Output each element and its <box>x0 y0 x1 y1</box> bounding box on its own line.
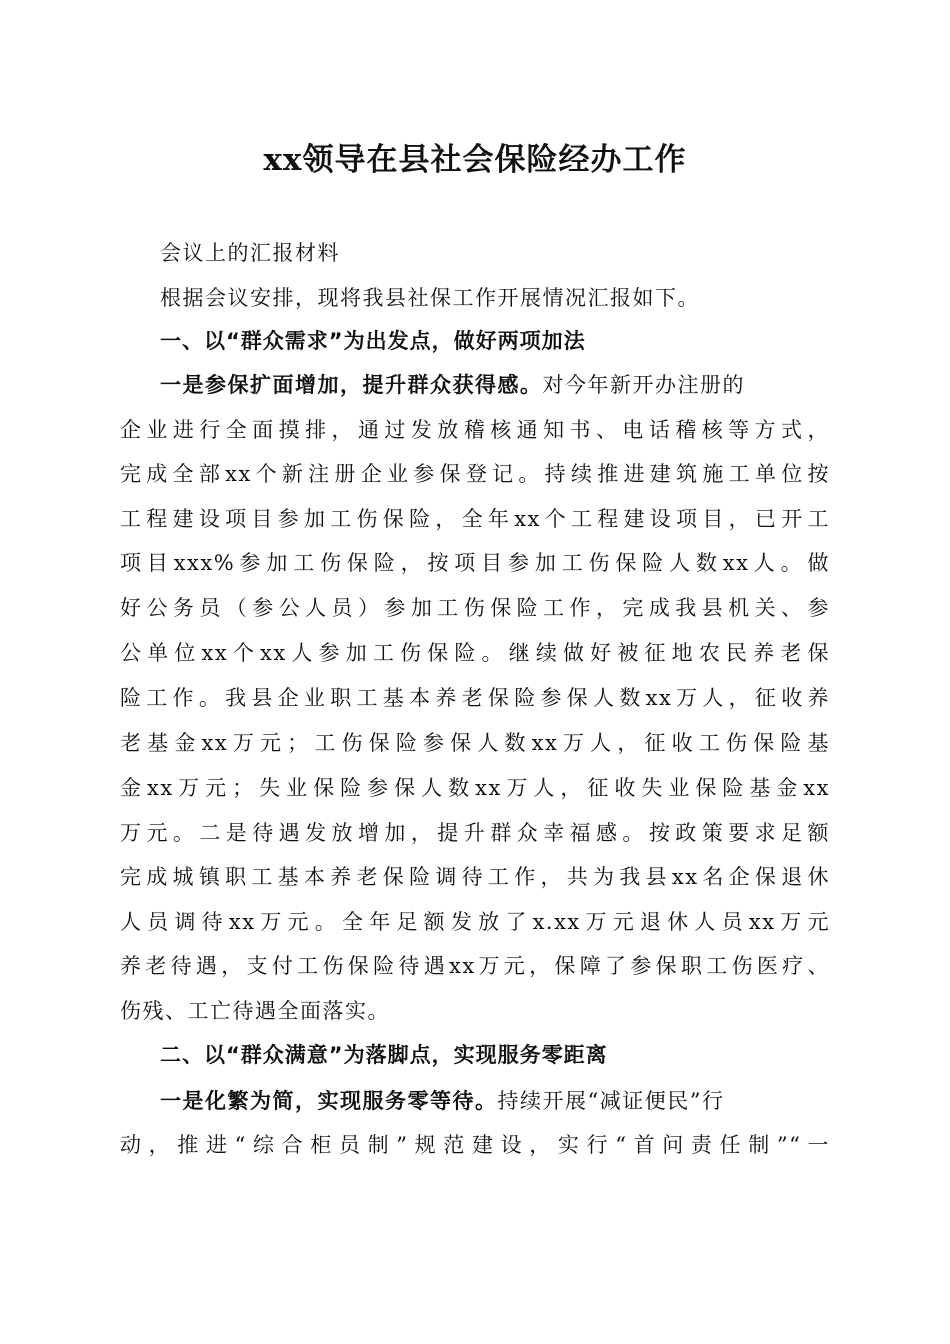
paragraph-line: 伤残、工亡待遇全面落实。 <box>120 999 390 1023</box>
paragraph-line: 险工作。我县企业职工基本养老保险参保人数xx万人，征收养 <box>120 686 830 710</box>
paragraph-line: 项目xxx%参加工伤保险，按项目参加工伤保险人数xx人。做 <box>120 551 830 575</box>
paragraph-text: 对今年新开办注册的 <box>542 373 745 397</box>
paragraph-line: 完成城镇职工基本养老保险调待工作，共为我县xx名企保退休 <box>120 865 830 889</box>
paragraph-line: 工程建设项目参加工伤保险，全年xx个工程建设项目，已开工 <box>120 507 830 531</box>
paragraph-line: 动，推进“综合柜员制”规范建设，实行“首问责任制”“一 <box>120 1133 830 1157</box>
section-heading-2: 二、以“群众满意”为落脚点，实现服务零距离 <box>160 1043 608 1067</box>
document-subtitle: 会议上的汇报材料 <box>160 241 340 265</box>
paragraph-line: 人员调待xx万元。全年足额发放了x.xx万元退休人员xx万元 <box>120 910 830 934</box>
paragraph-text: 持续开展“减证便民”行 <box>497 1089 725 1113</box>
paragraph-lead: 一是化繁为简，实现服务零等待。 <box>160 1088 498 1113</box>
paragraph-lead: 一是参保扩面增加，提升群众获得感。 <box>160 372 543 397</box>
paragraph-line: 公单位xx个xx人参加工伤保险。继续做好被征地农民养老保 <box>120 641 830 665</box>
section-heading-1: 一、以“群众需求”为出发点，做好两项加法 <box>160 329 586 353</box>
paragraph-line: 万元。二是待遇发放增加，提升群众幸福感。按政策要求足额 <box>120 821 830 845</box>
document-title: xx领导在县社会保险经办工作 <box>263 142 687 178</box>
paragraph-line: 老基金xx万元；工伤保险参保人数xx万人，征收工伤保险基 <box>120 731 830 755</box>
intro-paragraph: 根据会议安排，现将我县社保工作开展情况汇报如下。 <box>160 286 700 310</box>
paragraph-line: 企业进行全面摸排，通过发放稽核通知书、电话稽核等方式， <box>120 418 830 442</box>
paragraph-line <box>160 370 830 400</box>
paragraph-line: 金xx万元；失业保险参保人数xx万人，征收失业保险基金xx <box>120 776 830 800</box>
paragraph-line: 养老待遇，支付工伤保险待遇xx万元，保障了参保职工伤医疗、 <box>120 954 830 978</box>
paragraph-line: 好公务员（参公人员）参加工伤保险工作，完成我县机关、参 <box>120 596 830 620</box>
paragraph-line <box>160 1086 830 1116</box>
paragraph-line: 完成全部xx个新注册企业参保登记。持续推进建筑施工单位按 <box>120 462 830 486</box>
